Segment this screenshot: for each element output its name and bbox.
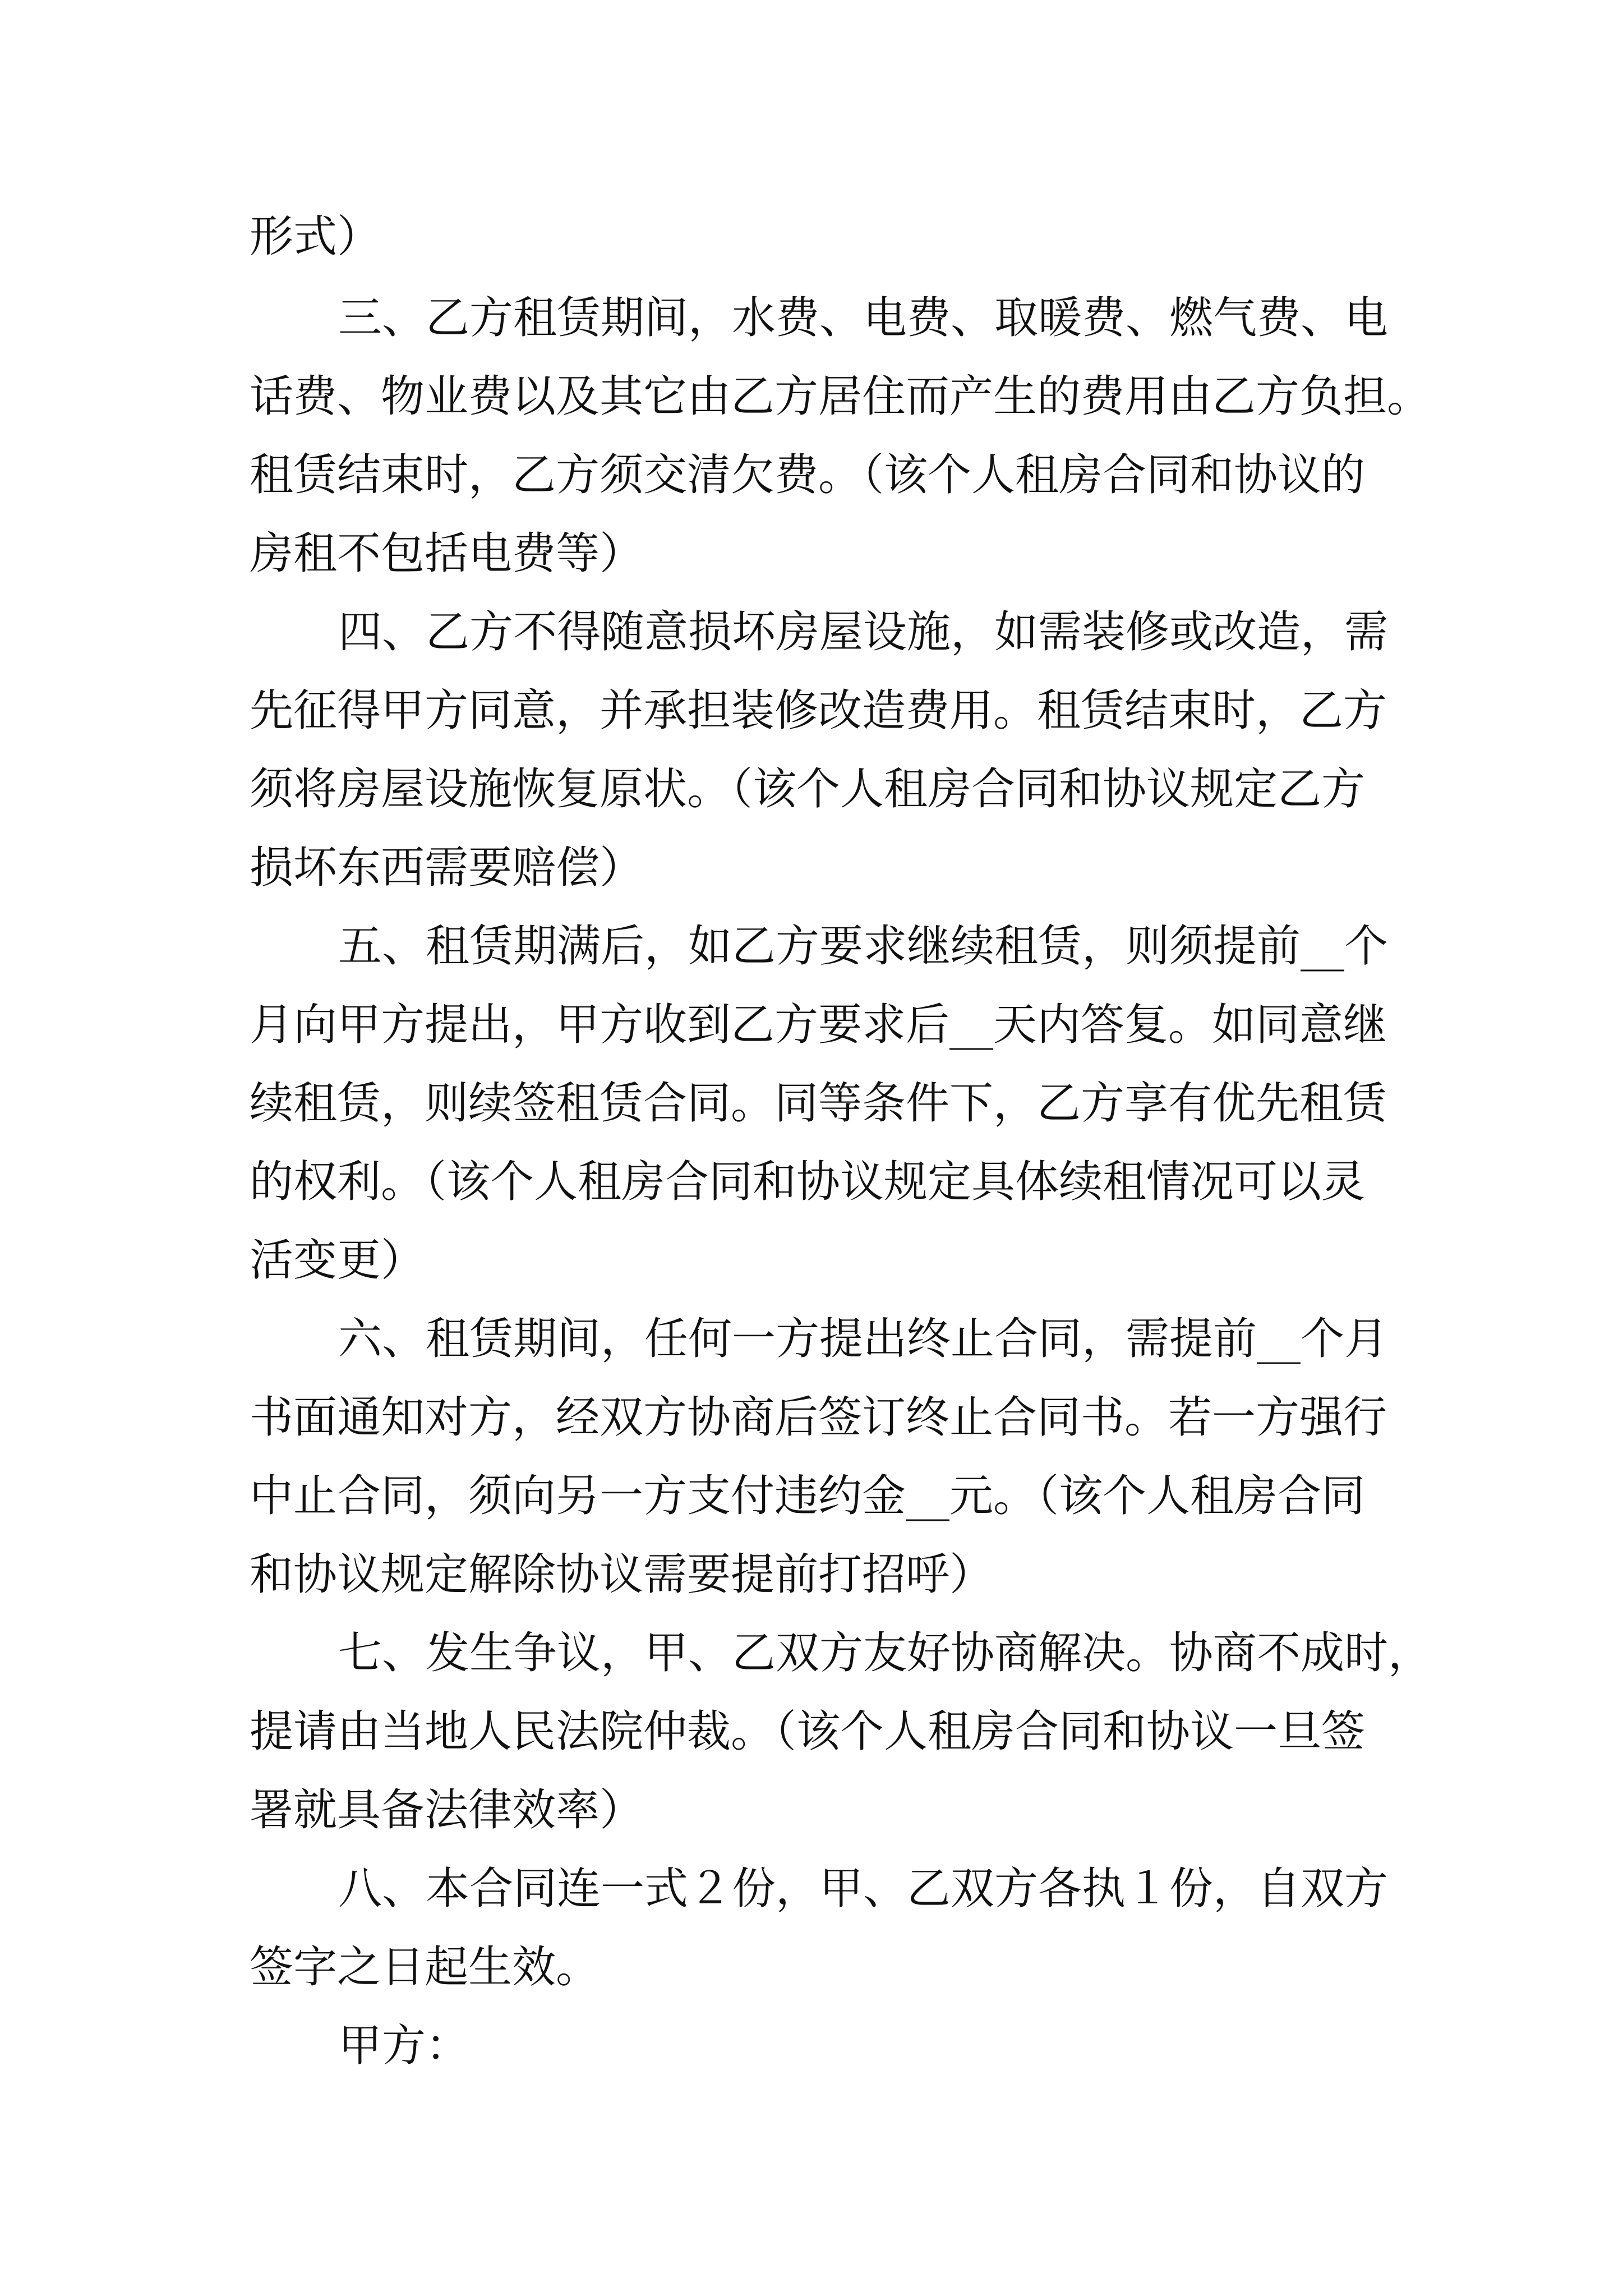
text-line: 提请由当地人民法院仲裁。（该个人租房合同和协议一旦签 — [250, 1706, 1366, 1757]
text-line: 先征得甲方同意，并承担装修改造费用。租赁结束时，乙方 — [250, 685, 1387, 736]
party-a-label: 甲方： — [338, 2021, 470, 2071]
text-line: 署就具备法律效率） — [250, 1785, 644, 1835]
clause-4-line: 四、乙方不得随意损坏房屋设施，如需装修或改造，需 — [338, 607, 1389, 657]
text-line: 话费、物业费以及其它由乙方居住而产生的费用由乙方负担。 — [250, 371, 1431, 422]
text-line: 活变更） — [250, 1235, 425, 1286]
clause-8-line: 八、本合同连一式２份，甲、乙双方各执１份，自双方 — [338, 1864, 1389, 1914]
text-line: 书面通知对方，经双方协商后签订终止合同书。若一方强行 — [250, 1392, 1387, 1443]
text-line: 形式） — [250, 211, 381, 262]
text-line: 租赁结束时，乙方须交清欠费。（该个人租房合同和协议的 — [250, 450, 1366, 500]
clause-3-line: 三、乙方租赁期间，水费、电费、取暖费、燃气费、电 — [338, 293, 1389, 343]
clause-5-line: 五、租赁期满后，如乙方要求继续租赁，则须提前__个 — [338, 921, 1389, 972]
text-line: 月向甲方提出，甲方收到乙方要求后__天内答复。如同意继 — [250, 1000, 1387, 1050]
text-line: 签字之日起生效。 — [250, 1942, 600, 1993]
clause-7-line: 七、发生争议，甲、乙双方友好协商解决。协商不成时， — [338, 1628, 1432, 1678]
clause-6-line: 六、租赁期间，任何一方提出终止合同，需提前__个月 — [338, 1314, 1389, 1364]
text-line: 须将房屋设施恢复原状。（该个人租房合同和协议规定乙方 — [250, 764, 1366, 815]
text-line: 房租不包括电费等） — [250, 528, 644, 579]
text-line: 损坏东西需要赔偿） — [250, 843, 644, 893]
text-line: 和协议规定解除协议需要提前打招呼） — [250, 1549, 994, 1600]
text-line: 续租赁，则续签租赁合同。同等条件下，乙方享有优先租赁 — [250, 1078, 1387, 1129]
text-line: 中止合同，须向另一方支付违约金__元。（该个人租房合同 — [250, 1471, 1366, 1521]
text-line: 的权利。（该个人租房合同和协议规定具体续租情况可以灵 — [250, 1157, 1366, 1207]
